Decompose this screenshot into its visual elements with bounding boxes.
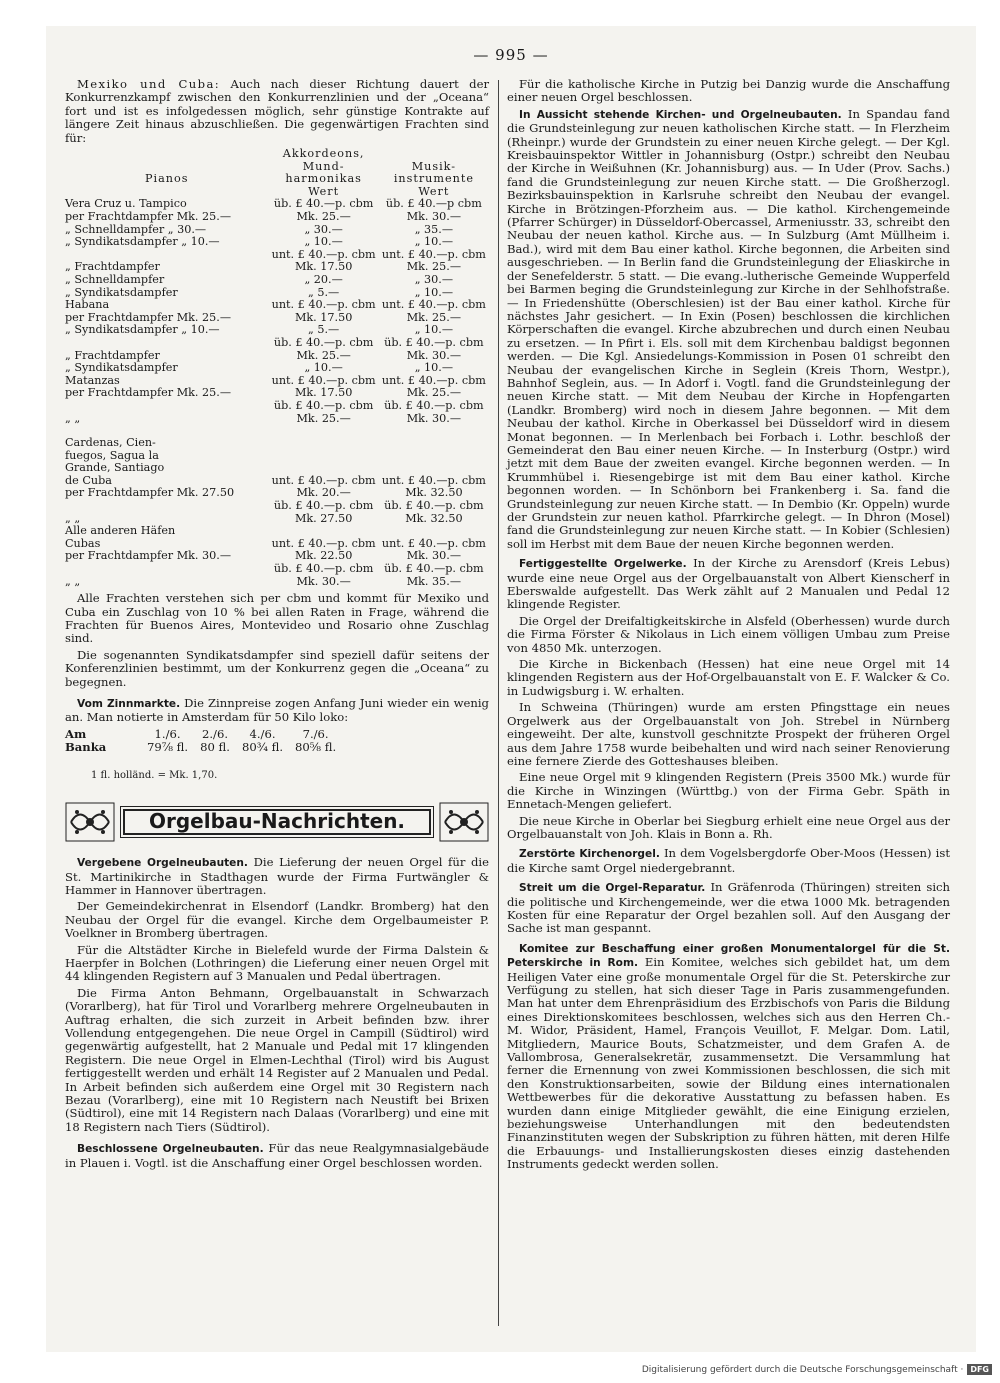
table-cell	[65, 337, 269, 350]
table-cell: „ 20.—	[304, 272, 343, 286]
table-cell: Mk. 32.50	[405, 486, 463, 500]
paragraph: Für die katholische Kirche in Putzig bei Danzig wurde die Anschaffung einer neuen Orgel beschlossen.	[507, 77, 950, 105]
table-cell: unt. £ 40.—p. cbm	[381, 536, 486, 550]
table-cell: üb. £ 40.—p. cbm	[384, 398, 484, 412]
table-cell: üb. £ 40.—p. cbm	[273, 562, 374, 576]
table-cell: Am	[65, 726, 87, 741]
table-cell: 7./6.	[302, 726, 329, 741]
table-cell: Cardenas, Cien-	[65, 436, 156, 450]
table-cell: Alle anderen Häfen	[65, 524, 176, 538]
banner-title: Orgelbau-Nachrichten.	[123, 809, 431, 834]
paragraph: Alle Frachten verstehen sich per cbm und kommt für Mexiko und Cuba ein Zuschlag von 10 % bei allen Raten in Frage, während die Frachten für Buenos Aires, Montevideo und Rosario ohne Zuschlag sind.	[65, 591, 489, 646]
table-cell: „ Syndikatsdampfer „ 10.—	[65, 323, 220, 337]
paragraph: Die sogenannten Syndikatsdampfer sind speziell dafür seitens der Konferenzlinien bestimmt, um der Konkurrenz gegen die „Oceana“ zu begegnen.	[65, 647, 489, 689]
table-cell: „ Schnelldampfer „ 30.—	[65, 222, 207, 236]
table-cell: Mk. 25.—	[296, 210, 351, 223]
paragraph: Die neue Kirche in Oberlar bei Siegburg erhielt eine neue Orgel aus der Orgelbauanstalt von Joh. Klais in Bonn a. Rh.	[507, 813, 950, 841]
table-cell: Cubas	[65, 536, 101, 550]
table-cell: „ Syndikatsdampfer „ 10.—	[65, 235, 220, 249]
section-heading: Vergebene Orgelneubauten.	[77, 857, 248, 870]
table-cell	[379, 462, 489, 475]
table-cell: Banka	[65, 740, 107, 755]
table-cell: Mk. 30.—	[406, 549, 462, 563]
table-cell	[269, 462, 379, 475]
table-cell: „ 10.—	[414, 361, 454, 375]
table-cell: unt. £ 40.—p. cbm	[271, 536, 376, 550]
table-cell: Mk. 30.—	[406, 411, 462, 425]
table-cell: „ 10.—	[304, 235, 343, 249]
table-cell: üb. £ 40.—p. cbm	[384, 499, 484, 513]
table-cell: Mk. 25.—	[406, 310, 462, 324]
table-cell: unt. £ 40.—p. cbm	[381, 247, 486, 261]
table-cell: per Frachtdampfer Mk. 30.—	[65, 549, 232, 563]
paragraph: In Aussicht stehende Kirchen- und Orgelneubauten. In Spandau fand die Grundsteinlegung zur neuen katholischen Kirche statt. — In Flerzheim (Rheinpr.) wurde der Grundstein zu einer neuen Kirche gelegt. — Der Kgl. Kreisbauinspektor Wittler in Johannisburg (Ostpr.) schreibt den Neubau der Kirche in Weißuhnen (Kr. Johannisburg) aus. — In Uder (Prov. Sachs.) fand die Grundsteinlegung zur neuen Kirche statt. — Die Großherzogl. Bezirksbauinspektion in Karlsruhe schreibt den Neubau der evangel. Kirche in Brötzingen-Pforzheim aus. — Die kathol. Kirchengemeinde (Pfarrer Schürger) in Düsseldorf-Obercassel, Armeniusstr. 33, schreibt den Neubau der neuen kathol. Kirche aus. — In Sulzburg (Amt Müllheim i. Bad.), wird mit dem Bau einer kathol. Kirche begonnen, die Arbeiten sind ausgeschrieben. — In Berlin fand die Grundsteinlegung der Eliaskirche in der Senefelderstr. 5 statt. — Die evang.-lutherische Gemeinde Wupperfeld bei Barmen beging die Grundsteinlegung zur Kirche in der Sehlhofstraße. — In Friedenshütte (Oberschlesien) ist der Bau einer kathol. Kirche für nächstes Jahr gesichert. — In Exin (Posen) beschlossen die kirchlichen Körperschaften die evangel. Kirche abzubrechen und durch einen Neubau zu ersetzen. — In Pfirt i. Els. soll mit dem Kirchenbau baldigst begonnen werden. — Die Kgl. Ansiedelungs-Kommission in Posen 01 schreibt den Neubau der evangelischen Kirche in Seglein (Kreis Thorn, Westpr.), Bahnhof Seglein, aus. — In Adorf i. Vogtl. fand die Grundsteinlegung der neuen Kirche statt. — Mit dem Neubau der Kirche in Hopfengarten (Landkr. Bromberg) wird noch in diesem Jahre begonnen. — Mit dem Neubau der kathol. Kirche in Oberkassel bei Düsseldorf wird in diesem Monat begonnen. — In Merlenbach bei Forbach i. Lothr. beschloß der Gemeinderat den Bau einer neuen Kirche. — In Insterburg (Ostpr.) wird jetzt mit dem Baue der zweiten evangel. Kirche begonnen werden. — In Krummhübel i. Riesengebirge ist mit dem Bau einer kathol. Kirche begonnen worden. — In Schönborn bei Frankenberg i. Sa. fand die Grundsteinlegung zur neuen Kirche statt. — In Dembio (Kr. Oppeln) wurde der Grundstein zur neuen kathol. Pfarrkirche gelegt. — In Dhron (Mosel) fand die Grundsteinlegung zur neuen Kirche statt. — In Kobier (Schlesien) soll im Herbst mit dem Baue der neuen Kirche begonnen werden.	[507, 106, 950, 551]
table-cell: „ 35.—	[414, 222, 454, 236]
table-cell: 1./6.	[154, 726, 181, 741]
table-cell: per Frachtdampfer Mk. 25.—	[65, 310, 232, 324]
table-cell: Akkordeons,	[282, 147, 365, 161]
paragraph: Die Kirche in Bickenbach (Hessen) hat eine neue Orgel mit 14 klingenden Registern aus der Hof-Orgelbauanstalt von E. F. Walcker & Co. in Ludwigsburg i. W. erhalten.	[507, 657, 950, 698]
table-cell	[65, 400, 269, 413]
table-cell: 2./6.	[202, 726, 229, 741]
table-cell	[269, 425, 379, 437]
paragraph: Für die Altstädter Kirche in Bielefeld wurde der Firma Dalstein & Haerpfer in Bolchen (Lothringen) die Lieferung einer neuen Orgel mit 44 klingenden Registern auf 3 Manualen und Pedal übertragen.	[65, 942, 489, 984]
table-cell: üb. £ 40.—p. cbm	[273, 499, 374, 513]
table-cell	[379, 525, 489, 538]
table-cell: Mk. 30.—	[406, 348, 462, 362]
table-cell	[65, 563, 269, 576]
table-cell: per Frachtdampfer Mk. 27.50	[65, 486, 235, 500]
table-cell	[269, 525, 379, 538]
table-row	[65, 500, 489, 513]
table-cell: harmonikas	[285, 172, 362, 186]
table-cell: „ 10.—	[414, 323, 454, 337]
table-cell: Mk. 25.—	[296, 411, 351, 425]
table-row	[65, 299, 489, 312]
table-cell: fuegos, Sagua la	[65, 448, 159, 462]
section-heading: In Aussicht stehende Kirchen- und Orgelneubauten.	[519, 108, 842, 121]
section-heading: Mexiko und Cuba:	[77, 77, 221, 91]
table-cell: 79⅞ fl.	[147, 740, 189, 755]
section-heading: Fertiggestellte Orgelwerke.	[519, 558, 687, 571]
paragraph: Vergebene Orgelneubauten. Die Lieferung der neuen Orgel für die St. Martinikirche in Stadthagen wurde der Firma Furtwängler & Hammer in Hannover übertragen.	[65, 855, 490, 897]
table-cell: üb. £ 40.—p. cbm	[384, 562, 484, 576]
paragraph-mexiko: Mexiko und Cuba: Auch nach dieser Richtung dauert der Konkurrenzkampf zwischen den Konkurrenzlinien und der „Oceana“ fort und ist es infolgedessen möglich, sehr günstige Kontrakte auf längere Zeit hinaus abzuschließen. Die gegenwärtigen Frachten sind für:	[65, 77, 489, 145]
tin-price-table	[65, 728, 348, 755]
footer-text: Digitalisierung gefördert durch die Deutsche Forschungsgemeinschaft ·	[641, 1364, 964, 1375]
table-cell: Vera Cruz u. Tampico	[65, 197, 187, 211]
table-cell: Mk. 17.50	[294, 310, 353, 324]
table-cell: Mk. 27.50	[294, 511, 353, 525]
table-cell: „ Syndikatsdampfer	[65, 361, 178, 375]
table-cell: „ „	[65, 411, 81, 425]
table-cell: Mk. 22.50	[294, 549, 353, 563]
table-cell	[269, 450, 379, 463]
table-cell: Mk. 20.—	[296, 486, 351, 500]
paragraph: Die Orgel der Dreifaltigkeitskirche in Alsfeld (Oberhessen) wurde durch die Firma Förster & Nikolaus in Lich einem völligen Umbau zum Preise von 4850 Mk. unterzogen.	[507, 613, 950, 655]
table-cell: Wert	[308, 184, 340, 198]
table-cell: Mk. 35.—	[406, 574, 462, 588]
table-cell	[379, 148, 489, 161]
section-heading: Komitee zur Beschaffung einer großen Monumentalorgel für die St. Peterskirche in Rom.	[507, 942, 950, 970]
table-cell: Habana	[65, 298, 110, 312]
table-cell	[379, 437, 489, 450]
table-cell: „ Syndikatsdampfer	[65, 285, 178, 299]
table-cell: per Frachtdampfer Mk. 25.—	[65, 386, 232, 400]
table-row	[65, 563, 489, 576]
table-cell: „ 10.—	[304, 361, 343, 375]
paragraph: Zerstörte Kirchenorgel. In dem Vogelsbergdorfe Ober-Moos (Hessen) ist die Kirche samt Orgel niedergebrannt.	[507, 846, 950, 875]
table-row	[65, 413, 489, 426]
freight-table	[65, 148, 489, 588]
table-cell: üb. £ 40.—p. cbm	[273, 335, 374, 349]
table-cell: 80 fl.	[200, 740, 230, 755]
table-cell: unt. £ 40.—p. cbm	[271, 298, 376, 312]
paragraph: Streit um die Orgel-Reparatur. In Gräfenroda (Thüringen) streiten sich die politische und Kirchengemeinde, wer die etwa 1000 Mk. betragenden Kosten für eine Reparatur der Orgel bezahlen soll. Auf den Ausgang der Sache ist man gespannt.	[507, 880, 951, 936]
paragraph: Fertiggestellte Orgelwerke. In der Kirche zu Arensdorf (Kreis Lebus) wurde eine neue Orgel aus der Orgelbauanstalt von Albert Kienscherf in Eberswalde aufgestellt. Das Werk zählt auf 2 Manualen und Pedal 12 klingende Register.	[507, 556, 950, 612]
table-cell: per Frachtdampfer Mk. 25.—	[65, 210, 232, 223]
page-number: — 995 —	[473, 46, 549, 64]
table-row	[65, 462, 489, 475]
paragraph: Komitee zur Beschaffung einer großen Monumentalorgel für die St. Peterskirche in Rom. Ein Komitee, welches sich gebildet hat, um dem Heiligen Vater eine große monumentale Orgel für die St. Peterskirche zur Verfügung zu stellen, hat sich dieser Tage in Paris zusammengefunden. Man hat unter dem Ehrenpräsidium des Erzbischofs von Paris die Bildung eines Direktionskomitees beschlossen, welches sich aus den Herren Ch.-M. Widor, Präsident, Hamel, François Veuillot, F. Melgar. Dom. Latil, Mitgliedern, Maurice Bouts, Schatzmeister, und dem Grafen A. de Vallombrosa, Generalsekretär, zusammensetzt. Die Versammlung hat ferner die Ernennung von zwei Kommissionen beschlossen, die sich mit den Konstruktionsarbeiten, sowie der Bildung eines internationalen Wettbewerbes für die dekorative Ausstattung zu befassen haben. Es wurden dann einige Mitglieder gewählt, die eine Einigung erzielen, beziehungsweise Unterhandlungen mit den bedeutendsten Finanzinstituten wegen der Subskription zu führen hätten, mit deren Hilfe die Erbauungs- und Installierungskosten dieses einzig dastehenden Instruments gedeckt werden sollen.	[507, 942, 951, 1172]
table-cell: Mund-	[302, 159, 345, 173]
table-row	[65, 728, 348, 741]
table-cell: Wert	[418, 184, 450, 198]
column-divider	[498, 80, 499, 1326]
table-cell: 80¾ fl.	[241, 740, 284, 755]
table-row	[65, 741, 348, 754]
table-cell: „ 30.—	[304, 222, 343, 236]
table-cell: „ 30.—	[414, 272, 454, 286]
table-cell: 4./6.	[249, 726, 276, 741]
table-row	[65, 236, 489, 249]
section-heading: Streit um die Orgel-Reparatur.	[519, 882, 706, 895]
table-cell: üb. £ 40.—p. cbm	[384, 335, 484, 349]
table-cell: Pianos	[145, 172, 189, 186]
table-cell: „ Schnelldampfer	[65, 272, 165, 286]
section-banner	[65, 802, 489, 842]
table-cell: Mk. 30.—	[296, 574, 351, 588]
table-cell: Mk. 32.50	[405, 511, 463, 525]
table-cell: instrumente	[393, 172, 474, 186]
table-cell: Mk. 17.50	[294, 386, 353, 400]
paragraph-zinn: Vom Zinnmarkte. Die Zinnpreise zogen Anfang Juni wieder ein wenig an. Man notierte in Amsterdam für 50 Kilo loko:	[65, 696, 489, 725]
table-cell: „ Frachtdampfer	[65, 348, 160, 362]
right-column	[507, 78, 950, 1175]
table-cell	[65, 148, 269, 161]
ornament-icon	[439, 802, 489, 842]
table-cell: Mk. 25.—	[406, 260, 462, 274]
table-cell: Mk. 17.50	[294, 260, 353, 274]
paragraph: In Schweina (Thüringen) wurde am ersten Pfingsttage ein neues Orgelwerk aus der Orgelbauanstalt von Joh. Strebel in Nürnberg eingeweiht. Der alte, kunstvoll geschnitzte Prospekt der früheren Orgel aus dem Jahre 1758 wurde beibehalten und wird nach seiner Renovierung eine fernere Zierde des Gotteshauses bleiben.	[507, 700, 950, 768]
paragraph: Beschlossene Orgelneubauten. Für das neue Realgymnasialgebäude in Plauen i. Vogtl. ist die Anschaffung einer Orgel beschlossen worden.	[65, 1141, 489, 1170]
table-cell: „ Frachtdampfer	[65, 260, 160, 274]
table-row	[65, 148, 489, 161]
table-cell: üb. £ 40.—p. cbm	[273, 398, 374, 412]
table-row	[65, 400, 489, 413]
table-cell	[269, 437, 379, 450]
table-cell: „ 10.—	[414, 285, 454, 299]
table-cell: „ 5.—	[308, 285, 340, 299]
table-cell: Musik-	[411, 159, 457, 173]
table-cell: unt. £ 40.—p. cbm	[381, 298, 486, 312]
table-cell: unt. £ 40.—p. cbm	[271, 473, 376, 487]
table-cell: „ 10.—	[414, 235, 454, 249]
table-cell	[379, 425, 489, 437]
table-row	[65, 337, 489, 350]
section-heading: Beschlossene Orgelneubauten.	[77, 1143, 264, 1156]
table-cell: unt. £ 40.—p. cbm	[381, 473, 486, 487]
table-cell: de Cuba	[65, 473, 112, 487]
table-cell: 80⅝ fl.	[295, 740, 337, 755]
table-cell: unt. £ 40.—p. cbm	[271, 373, 376, 387]
table-cell	[379, 450, 489, 463]
table-cell: „ „	[65, 574, 81, 588]
table-row	[65, 211, 489, 224]
table-row	[65, 362, 489, 375]
footnote: 1 fl. holländ. = Mk. 1,70.	[91, 769, 218, 781]
table-cell: üb. £ 40.—p. cbm	[273, 197, 374, 211]
footer	[642, 1364, 992, 1375]
table-cell: Grande, Santiago	[65, 461, 165, 475]
table-row	[65, 173, 489, 186]
ornament-icon	[65, 802, 115, 842]
dfg-logo: DFG	[967, 1364, 992, 1375]
table-cell	[65, 500, 269, 513]
table-cell: Matanzas	[65, 373, 120, 387]
table-cell: unt. £ 40.—p. cbm	[381, 373, 486, 387]
table-row	[65, 274, 489, 287]
table-cell: Mk. 25.—	[406, 386, 462, 400]
table-cell: „ „	[65, 511, 81, 525]
page	[46, 26, 976, 1352]
table-cell: unt. £ 40.—p. cbm	[271, 247, 376, 261]
left-column	[65, 78, 489, 1173]
paragraph: Eine neue Orgel mit 9 klingenden Registern (Preis 3500 Mk.) wurde für die Kirche in Winzingen (Württbg.) von der Firma Gebr. Späth in Ennetach-Mengen geliefert.	[507, 770, 950, 812]
section-heading: Vom Zinnmarkte.	[77, 698, 181, 711]
table-row	[65, 437, 489, 450]
table-cell: „ 5.—	[308, 323, 340, 337]
section-heading: Zerstörte Kirchenorgel.	[519, 848, 660, 861]
paragraph: Der Gemeindekirchenrat in Elsendorf (Landkr. Bromberg) hat den Neubau der Orgel für die evangel. Kirche dem Orgelbaumeister P. Voelkner in Bromberg übertragen.	[65, 899, 489, 941]
paragraph: Die Firma Anton Behmann, Orgelbauanstalt in Schwarzach (Vorarlberg), hat für Tirol und Vorarlberg mehrere Orgelneubauten in Auftrag erhalten, die sich zurzeit in Arbeit befinden bzw. ihrer Vollendung entgegengehen. Die neue Orgel in Campill (Südtirol) wird gegenwärtig aufgestellt, hat 2 Manuale und Pedal mit 17 klingenden Registern. Die neue Orgel in Elmen-Lechthal (Tirol) wird bis August fertiggestellt werden und erhält 14 Register auf 2 Manualen und Pedal. In Arbeit befinden sich außerdem eine Orgel mit 30 Registern nach Bezau (Vorarlberg), eine mit 10 Registern nach Neustift bei Brixen (Südtirol), eine mit 14 Registern nach Dalaas (Vorarlberg) und eine mit 18 Registern nach Tiers (Südtirol).	[65, 985, 489, 1134]
table-cell: Mk. 25.—	[296, 348, 351, 362]
table-cell: üb. £ 40.—p cbm	[385, 197, 482, 211]
table-cell: Mk. 30.—	[406, 210, 462, 223]
table-row	[65, 576, 489, 589]
table-row	[65, 525, 489, 538]
